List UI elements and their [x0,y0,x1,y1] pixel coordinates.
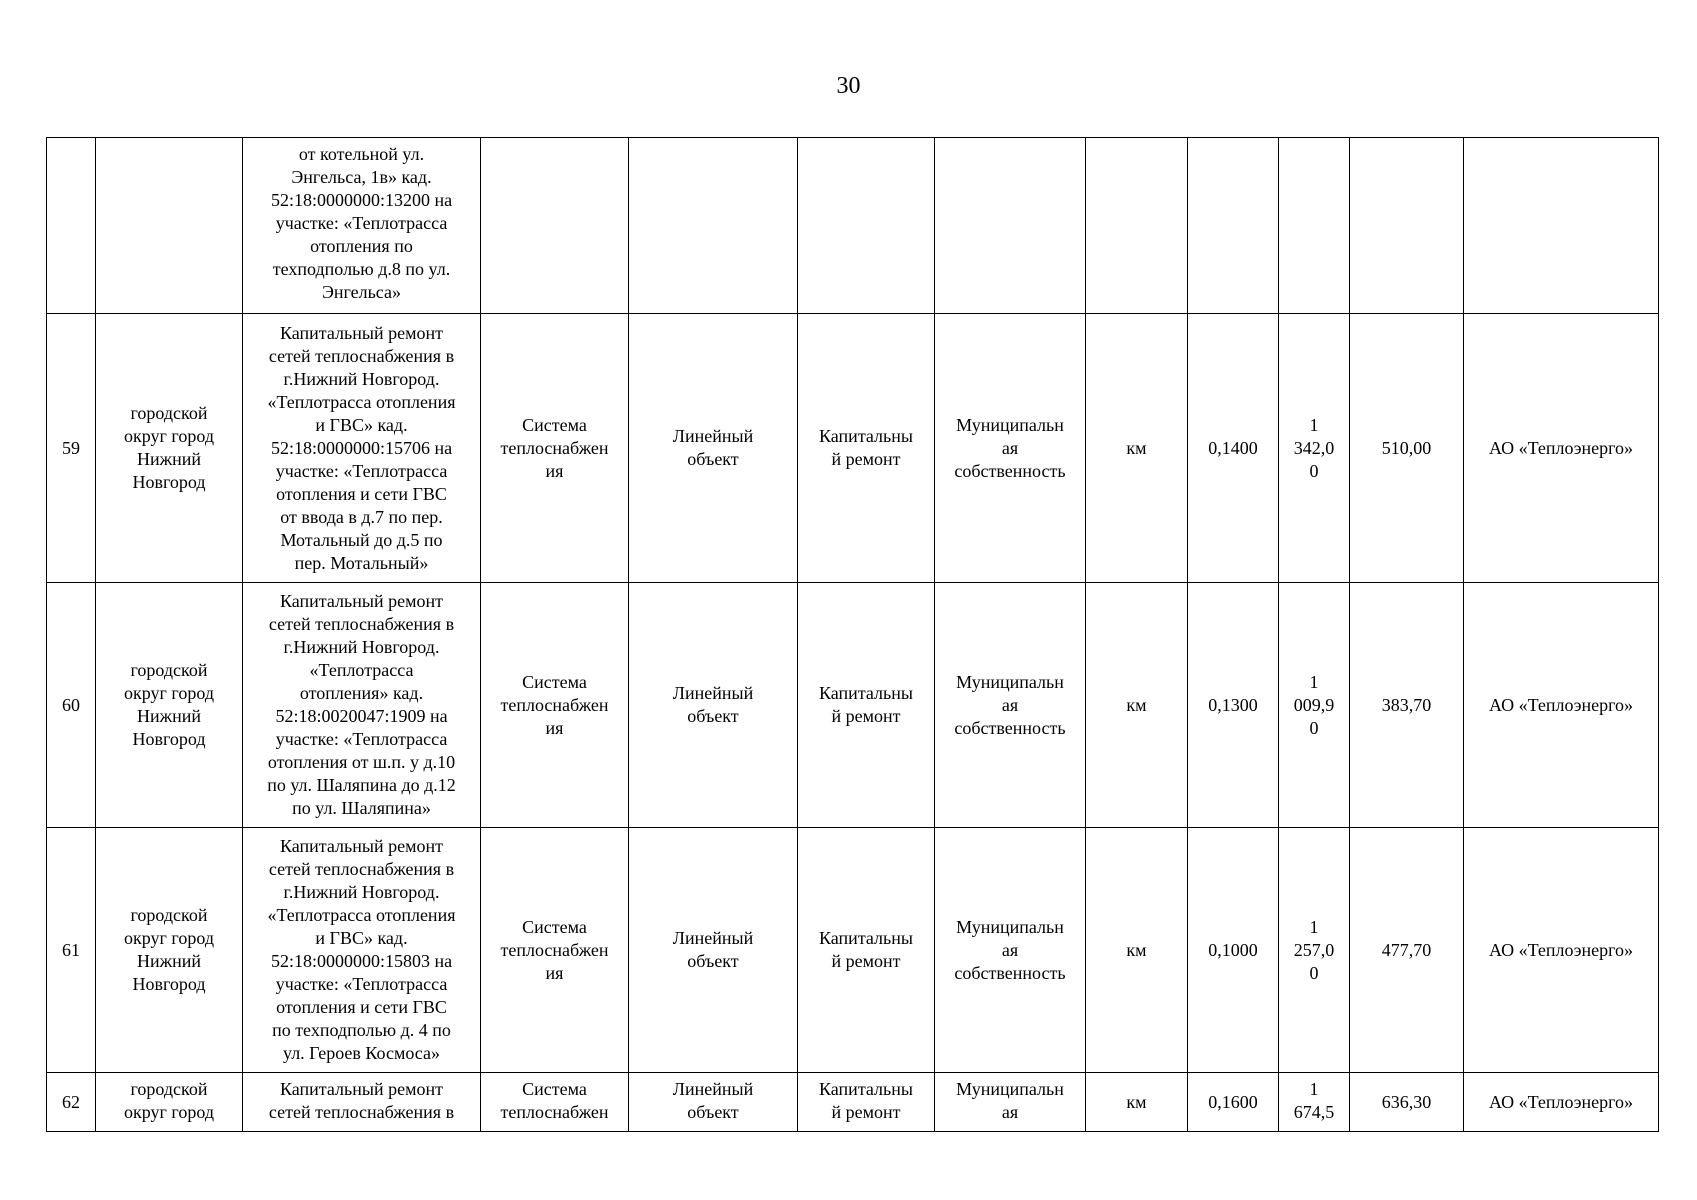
cell-num [47,138,96,314]
cell-object-type: Линейный объект [629,1073,798,1132]
cell-organization: АО «Теплоэнерго» [1464,1073,1659,1132]
cell-cost-b: 383,70 [1350,583,1464,828]
cell-system: Система теплоснабжен ия [481,828,629,1073]
cell-cost-a: 1 342,0 0 [1279,314,1350,583]
cell-description: Капитальный ремонт сетей теплоснабжения в г.Нижний Новгород. «Теплотрасса отопления и ГВС» кад. 52:18:0000000:15706 на участке: «Теплотрасса отопления и сети ГВС от ввода в д.7 по пер. Мотальный до д.5 по пер. Мотальный» [243,314,481,583]
cell-ownership: Муниципальн ая собственность [935,583,1086,828]
cell-system: Система теплоснабжен ия [481,314,629,583]
works-table [46,137,1659,1132]
cell-ownership: Муниципальн ая собственность [935,828,1086,1073]
cell-system [481,138,629,314]
cell-unit [1086,138,1188,314]
cell-length [1188,138,1279,314]
table-row [47,583,1659,828]
page-number: 30 [836,73,861,99]
cell-work-type: Капитальны й ремонт [798,583,935,828]
cell-cost-a [1279,138,1350,314]
cell-description: Капитальный ремонт сетей теплоснабжения в г.Нижний Новгород. «Теплотрасса отопления» кад. 52:18:0020047:1909 на участке: «Теплотрасса отопления от ш.п. у д.10 по ул. Шаляпина до д.12 по ул. Шаляпина» [243,583,481,828]
cell-cost-b: 636,30 [1350,1073,1464,1132]
cell-district: городской округ город Нижний Новгород [96,314,243,583]
cell-organization [1464,138,1659,314]
cell-unit: км [1086,828,1188,1073]
cell-ownership: Муниципальн ая [935,1073,1086,1132]
cell-system: Система теплоснабжен ия [481,583,629,828]
cell-system: Система теплоснабжен [481,1073,629,1132]
cell-length: 0,1300 [1188,583,1279,828]
cell-object-type: Линейный объект [629,828,798,1073]
cell-district: городской округ город [96,1073,243,1132]
cell-cost-a: 1 257,0 0 [1279,828,1350,1073]
cell-num: 59 [47,314,96,583]
cell-object-type: Линейный объект [629,314,798,583]
cell-cost-b [1350,138,1464,314]
cell-district: городской округ город Нижний Новгород [96,828,243,1073]
cell-length: 0,1000 [1188,828,1279,1073]
cell-organization: АО «Теплоэнерго» [1464,828,1659,1073]
cell-description: от котельной ул. Энгельса, 1в» кад. 52:18:0000000:13200 на участке: «Теплотрасса отопления по техподполью д.8 по ул. Энгельса» [243,138,481,314]
cell-work-type: Капитальны й ремонт [798,1073,935,1132]
cell-object-type [629,138,798,314]
cell-description: Капитальный ремонт сетей теплоснабжения в г.Нижний Новгород. «Теплотрасса отопления и ГВС» кад. 52:18:0000000:15803 на участке: «Теплотрасса отопления и сети ГВС по техподполью д. 4 по ул. Героев Космоса» [243,828,481,1073]
cell-district: городской округ город Нижний Новгород [96,583,243,828]
cell-length: 0,1400 [1188,314,1279,583]
cell-work-type: Капитальны й ремонт [798,314,935,583]
cell-cost-a: 1 674,5 [1279,1073,1350,1132]
table-row [47,828,1659,1073]
cell-unit: км [1086,314,1188,583]
table-row [47,314,1659,583]
cell-cost-b: 477,70 [1350,828,1464,1073]
cell-organization: АО «Теплоэнерго» [1464,583,1659,828]
cell-object-type: Линейный объект [629,583,798,828]
cell-unit: км [1086,1073,1188,1132]
table-row [47,1073,1659,1132]
cell-work-type: Капитальны й ремонт [798,828,935,1073]
cell-organization: АО «Теплоэнерго» [1464,314,1659,583]
cell-num: 61 [47,828,96,1073]
cell-district [96,138,243,314]
cell-length: 0,1600 [1188,1073,1279,1132]
cell-work-type [798,138,935,314]
cell-cost-a: 1 009,9 0 [1279,583,1350,828]
cell-description: Капитальный ремонт сетей теплоснабжения в [243,1073,481,1132]
cell-num: 62 [47,1073,96,1132]
cell-ownership [935,138,1086,314]
cell-num: 60 [47,583,96,828]
cell-cost-b: 510,00 [1350,314,1464,583]
cell-unit: км [1086,583,1188,828]
table-row [47,138,1659,314]
cell-ownership: Муниципальн ая собственность [935,314,1086,583]
